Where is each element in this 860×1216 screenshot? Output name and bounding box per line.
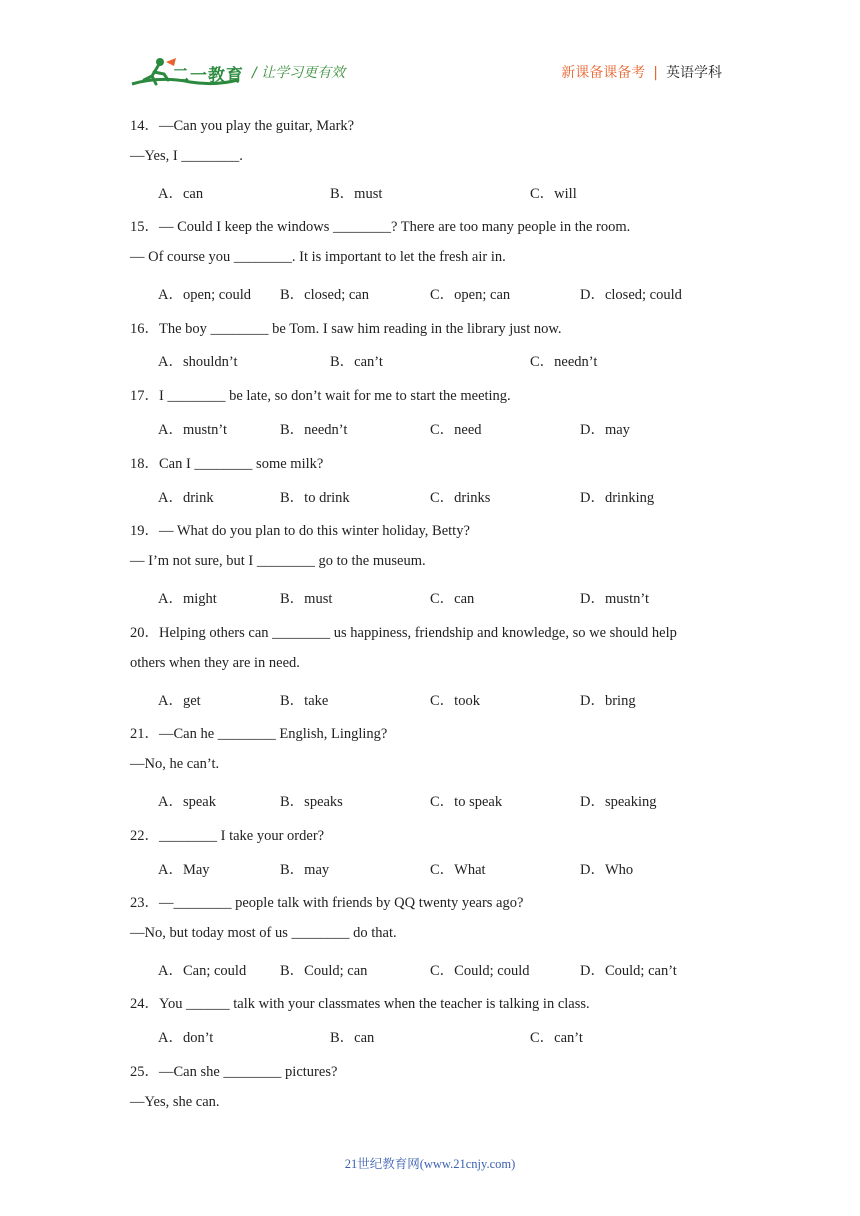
option-19-c: C．can [430,591,475,607]
option-17-b: B．needn’t [280,422,348,438]
question-17-line-1: 17．I ________ be late, so don’t wait for me to start the meeting. [130,388,511,404]
option-24-c: C．can’t [530,1030,583,1046]
option-22-a: A．May [158,862,210,878]
option-14-c: C．will [530,186,577,202]
question-19-line-2: — I’m not sure, but I ________ go to the museum. [130,553,426,569]
subject-right: 英语学科 [666,65,722,81]
option-21-d: D．speaking [580,794,657,810]
option-20-c: C．took [430,693,480,709]
page-header [0,0,860,100]
question-23-line-1: 23．—________ people talk with friends by QQ twenty years ago? [130,895,524,911]
option-18-c: C．drinks [430,490,491,506]
subject-separator: | [653,65,658,81]
option-18-b: B．to drink [280,490,350,506]
option-23-d: D．Could; can’t [580,963,677,979]
option-14-b: B．must [330,186,383,202]
option-24-b: B．can [330,1030,375,1046]
option-19-a: A．might [158,591,217,607]
option-15-c: C．open; can [430,287,511,303]
option-15-a: A．open; could [158,287,252,303]
option-18-a: A．drink [158,490,214,506]
option-21-c: C．to speak [430,794,503,810]
question-25-line-2: —Yes, she can. [130,1094,220,1110]
option-21-a: A．speak [158,794,216,810]
option-19-d: D．mustn’t [580,591,650,607]
option-18-d: D．drinking [580,490,655,506]
option-20-d: D．bring [580,693,636,709]
question-25-line-1: 25．—Can she ________ pictures? [130,1064,338,1080]
option-16-c: C．needn’t [530,354,598,370]
option-23-c: C．Could; could [430,963,530,979]
subject-label [561,62,722,82]
question-20-line-1: 20．Helping others can ________ us happiness, friendship and knowledge, so we should help [130,625,677,641]
option-22-d: D．Who [580,862,634,878]
option-17-a: A．mustn’t [158,422,228,438]
question-19-line-1: 19．— What do you plan to do this winter holiday, Betty? [130,523,470,539]
option-20-b: B．take [280,693,329,709]
question-24-line-1: 24．You ______ talk with your classmates when the teacher is talking in class. [130,996,590,1012]
option-17-d: D．may [580,422,630,438]
question-14-line-2: —Yes, I ________. [130,148,243,164]
slogan: / 让学习更有效 [252,65,346,81]
option-15-b: B．closed; can [280,287,369,303]
question-22-line-1: 22．________ I take your order? [130,828,325,844]
option-19-b: B．must [280,591,333,607]
option-20-a: A．get [158,693,201,709]
subject-left: 新课备课备考 [561,65,646,81]
question-20-line-2: others when they are in need. [130,655,300,671]
page-footer[interactable]: 21世纪教育网(www.21cnjy.com) [344,1157,516,1171]
question-18-line-1: 18．Can I ________ some milk? [130,456,324,472]
option-16-a: A．shouldn’t [158,354,238,370]
question-15-line-1: 15．— Could I keep the windows ________? There are too many people in the room. [130,219,631,235]
option-22-c: C．What [430,862,486,878]
question-21-line-2: —No, he can’t. [130,756,220,772]
option-16-b: B．can’t [330,354,383,370]
option-15-d: D．closed; could [580,287,682,303]
option-14-a: A．can [158,186,204,202]
option-24-a: A．don’t [158,1030,214,1046]
question-16-line-1: 16．The boy ________ be Tom. I saw him reading in the library just now. [130,321,562,337]
option-23-a: A．Can; could [158,963,247,979]
question-21-line-1: 21．—Can he ________ English, Lingling? [130,726,388,742]
logo-text: 二一教育 [172,66,244,86]
option-22-b: B．may [280,862,330,878]
question-14-line-1: 14．—Can you play the guitar, Mark? [130,118,355,134]
question-15-line-2: — Of course you ________. It is important to let the fresh air in. [130,249,506,265]
option-23-b: B．Could; can [280,963,368,979]
option-17-c: C．need [430,422,482,438]
question-23-line-2: —No, but today most of us ________ do that. [130,925,397,941]
option-21-b: B．speaks [280,794,343,810]
